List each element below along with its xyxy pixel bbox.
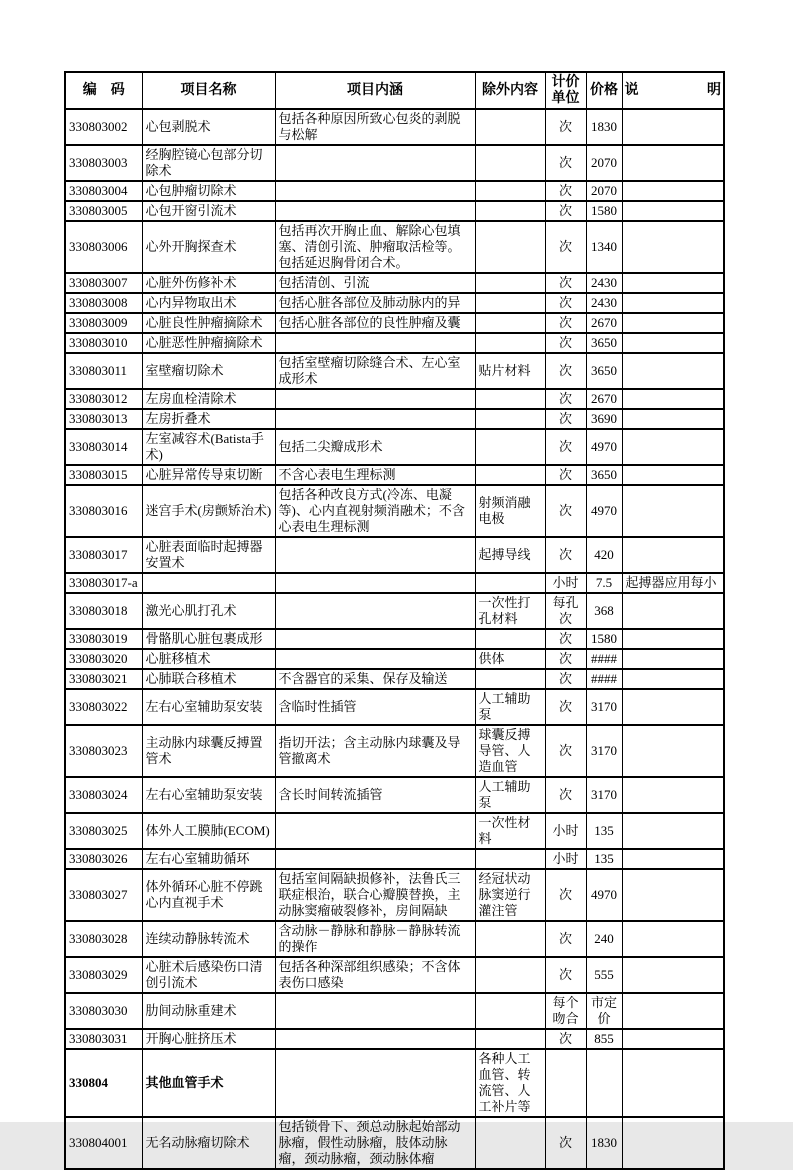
cell-excluded: 球囊反搏导管、人造血管 [475,725,545,777]
cell-note [622,389,724,409]
fee-table-body [65,109,724,1169]
table-row [65,389,724,409]
cell-unit: 次 [545,429,586,465]
cell-content [275,629,475,649]
cell-unit: 每孔次 [545,593,586,629]
cell-code: 330803013 [65,409,142,429]
cell-content: 包括清创、引流 [275,273,475,293]
cell-content: 含长时间转流插管 [275,777,475,813]
cell-note [622,429,724,465]
cell-content [275,1049,475,1117]
cell-content: 包括锁骨下、颈总动脉起始部动脉瘤，假性动脉瘤，肢体动脉瘤，颈动脉瘤，颈动脉体瘤 [275,1117,475,1169]
cell-price: 1340 [586,221,622,273]
cell-excluded [475,465,545,485]
table-row [65,957,724,993]
cell-name: 心脏外伤修补术 [142,273,275,293]
cell-content [275,649,475,669]
table-row [65,993,724,1029]
cell-price: 555 [586,957,622,993]
cell-excluded [475,273,545,293]
cell-unit: 次 [545,689,586,725]
header-unit: 计价单位 [545,72,586,109]
cell-unit: 次 [545,777,586,813]
cell-name: 心脏良性肿瘤摘除术 [142,313,275,333]
header-row [65,72,724,109]
cell-unit [545,1049,586,1117]
cell-price: 855 [586,1029,622,1049]
cell-excluded [475,201,545,221]
cell-unit: 次 [545,485,586,537]
cell-content: 含动脉－静脉和静脉－静脉转流的操作 [275,921,475,957]
table-row [65,593,724,629]
cell-unit: 次 [545,221,586,273]
cell-price: 市定价 [586,993,622,1029]
cell-code: 330803006 [65,221,142,273]
table-row [65,921,724,957]
cell-price: 368 [586,593,622,629]
cell-excluded [475,1029,545,1049]
cell-content [275,813,475,849]
table-row [65,145,724,181]
cell-price: 420 [586,537,622,573]
cell-unit: 次 [545,1117,586,1169]
cell-content: 含临时性插管 [275,689,475,725]
table-row [65,649,724,669]
cell-unit: 每个吻合 [545,993,586,1029]
cell-note [622,869,724,921]
cell-content: 包括各种原因所致心包炎的剥脱与松解 [275,109,475,145]
cell-code: 330803020 [65,649,142,669]
table-row [65,429,724,465]
cell-note [622,537,724,573]
cell-name: 左右心室辅助泵安装 [142,777,275,813]
cell-note [622,593,724,629]
cell-price: 240 [586,921,622,957]
table-row [65,813,724,849]
cell-excluded: 贴片材料 [475,353,545,389]
cell-note [622,465,724,485]
cell-code: 330804 [65,1049,142,1117]
cell-name: 开胸心脏挤压术 [142,1029,275,1049]
cell-code: 330803012 [65,389,142,409]
cell-content [275,849,475,869]
cell-code: 330803010 [65,333,142,353]
cell-content [275,145,475,181]
cell-note [622,109,724,145]
cell-note [622,649,724,669]
cell-excluded [475,993,545,1029]
cell-unit: 小时 [545,849,586,869]
cell-price: 2670 [586,313,622,333]
cell-unit: 次 [545,869,586,921]
cell-content [275,573,475,593]
cell-code: 330803029 [65,957,142,993]
cell-price: 3170 [586,725,622,777]
table-row [65,573,724,593]
cell-excluded [475,849,545,869]
cell-excluded [475,389,545,409]
cell-content: 包括心脏各部位的良性肿瘤及囊 [275,313,475,333]
cell-price: 3650 [586,465,622,485]
header-excluded: 除外内容 [475,72,545,109]
cell-excluded [475,669,545,689]
cell-excluded: 各种人工血管、转流管、人工补片等 [475,1049,545,1117]
cell-code: 330803005 [65,201,142,221]
cell-name: 肋间动脉重建术 [142,993,275,1029]
cell-price: 3170 [586,689,622,725]
cell-name: 左右心室辅助泵安装 [142,689,275,725]
cell-price: 1830 [586,1117,622,1169]
cell-code: 330803028 [65,921,142,957]
cell-content: 包括各种改良方式(冷冻、电凝等)、心内直视射频消融术；不含心表电生理标测 [275,485,475,537]
cell-note [622,485,724,537]
cell-note [622,333,724,353]
cell-name: 体外人工膜肺(ECOM) [142,813,275,849]
cell-content [275,201,475,221]
cell-name: 心脏表面临时起搏器安置术 [142,537,275,573]
cell-name: 无名动脉瘤切除术 [142,1117,275,1169]
cell-excluded [475,293,545,313]
cell-content: 包括心脏各部位及肺动脉内的异 [275,293,475,313]
cell-price: 135 [586,813,622,849]
cell-name: 室壁瘤切除术 [142,353,275,389]
cell-unit: 次 [545,669,586,689]
fee-schedule-table [64,71,725,1170]
cell-name: 心内异物取出术 [142,293,275,313]
cell-code: 330803030 [65,993,142,1029]
table-row [65,353,724,389]
cell-excluded [475,921,545,957]
table-row [65,1117,724,1169]
table-header [65,72,724,109]
cell-code: 330803004 [65,181,142,201]
cell-content [275,389,475,409]
cell-code: 330803021 [65,669,142,689]
cell-note [622,145,724,181]
cell-name: 心外开胸探查术 [142,221,275,273]
cell-note [622,993,724,1029]
cell-code: 330803008 [65,293,142,313]
cell-excluded: 起搏导线 [475,537,545,573]
cell-excluded [475,429,545,465]
cell-unit: 次 [545,465,586,485]
cell-code: 330803025 [65,813,142,849]
cell-code: 330803015 [65,465,142,485]
cell-excluded [475,313,545,333]
cell-excluded [475,221,545,273]
cell-unit: 次 [545,629,586,649]
cell-unit: 小时 [545,573,586,593]
cell-code: 330803003 [65,145,142,181]
cell-name: 心脏术后感染伤口清创引流术 [142,957,275,993]
cell-excluded [475,109,545,145]
cell-unit: 次 [545,389,586,409]
cell-name: 心脏移植术 [142,649,275,669]
cell-excluded [475,145,545,181]
cell-price: #### [586,649,622,669]
cell-name: 其他血管手术 [142,1049,275,1117]
table-row [65,725,724,777]
cell-unit: 次 [545,957,586,993]
cell-price: 4970 [586,485,622,537]
cell-note [622,689,724,725]
cell-code: 330803007 [65,273,142,293]
header-name: 项目名称 [142,72,275,109]
cell-content [275,333,475,353]
cell-price: 1580 [586,201,622,221]
cell-code: 330804001 [65,1117,142,1169]
table-row [65,293,724,313]
header-content: 项目内涵 [275,72,475,109]
cell-name: 心脏异常传导束切断 [142,465,275,485]
cell-note [622,725,724,777]
cell-price: 1580 [586,629,622,649]
cell-code: 330803016 [65,485,142,537]
cell-note [622,629,724,649]
cell-name [142,573,275,593]
cell-unit: 次 [545,273,586,293]
cell-excluded: 人工辅助泵 [475,777,545,813]
cell-excluded: 射频消融电极 [475,485,545,537]
table-row [65,849,724,869]
cell-name: 体外循环心脏不停跳心内直视手术 [142,869,275,921]
cell-code: 330803014 [65,429,142,465]
table-row [65,485,724,537]
cell-unit: 次 [545,333,586,353]
table-row [65,409,724,429]
cell-content: 包括各种深部组织感染；不含体表伤口感染 [275,957,475,993]
cell-note: 起搏器应用每小 [622,573,724,593]
cell-excluded: 经冠状动脉窦逆行灌注管 [475,869,545,921]
table-row [65,109,724,145]
cell-note [622,409,724,429]
cell-price: 2430 [586,293,622,313]
table-row [65,1029,724,1049]
table-row [65,537,724,573]
table-row [65,273,724,293]
cell-unit: 次 [545,649,586,669]
cell-price: 3650 [586,333,622,353]
cell-unit: 次 [545,181,586,201]
cell-price: 4970 [586,869,622,921]
cell-code: 330803011 [65,353,142,389]
cell-content [275,993,475,1029]
cell-note [622,353,724,389]
cell-name: 心脏恶性肿瘤摘除术 [142,333,275,353]
cell-content: 包括再次开胸止血、解除心包填塞、清创引流、肿瘤取活检等。包括延迟胸骨闭合术。 [275,221,475,273]
cell-note [622,1049,724,1117]
table-row [65,629,724,649]
table-row [65,869,724,921]
table-row [65,1049,724,1117]
cell-note [622,1029,724,1049]
cell-content [275,537,475,573]
cell-unit: 次 [545,353,586,389]
cell-name: 骨骼肌心脏包裹成形 [142,629,275,649]
cell-code: 330803017-a [65,573,142,593]
cell-excluded [475,181,545,201]
header-code: 编 码 [65,72,142,109]
cell-unit: 次 [545,109,586,145]
table-row [65,221,724,273]
cell-name: 连续动静脉转流术 [142,921,275,957]
cell-price: 2070 [586,145,622,181]
cell-note [622,201,724,221]
cell-content: 指切开法；含主动脉内球囊及导管撤离术 [275,725,475,777]
cell-price: 3170 [586,777,622,813]
cell-content: 包括室壁瘤切除缝合术、左心室成形术 [275,353,475,389]
cell-excluded: 供体 [475,649,545,669]
header-note: 说 明 [622,72,724,109]
cell-content: 不含器官的采集、保存及输送 [275,669,475,689]
cell-code: 330803022 [65,689,142,725]
cell-code: 330803019 [65,629,142,649]
cell-price: #### [586,669,622,689]
cell-price: 1830 [586,109,622,145]
cell-note [622,777,724,813]
cell-note [622,221,724,273]
cell-code: 330803009 [65,313,142,333]
cell-unit: 次 [545,201,586,221]
cell-name: 激光心肌打孔术 [142,593,275,629]
cell-content [275,409,475,429]
table-row [65,689,724,725]
table-row [65,669,724,689]
cell-note [622,181,724,201]
cell-name: 心包开窗引流术 [142,201,275,221]
cell-name: 迷宫手术(房颤矫治术) [142,485,275,537]
cell-content: 包括二尖瓣成形术 [275,429,475,465]
cell-note [622,669,724,689]
cell-price [586,1049,622,1117]
cell-price: 3650 [586,353,622,389]
cell-price: 4970 [586,429,622,465]
cell-unit: 次 [545,145,586,181]
cell-unit: 小时 [545,813,586,849]
cell-name: 左房折叠术 [142,409,275,429]
cell-code: 330803002 [65,109,142,145]
table-row [65,313,724,333]
cell-unit: 次 [545,293,586,313]
cell-excluded [475,333,545,353]
cell-name: 主动脉内球囊反搏置管术 [142,725,275,777]
cell-excluded [475,957,545,993]
cell-note [622,293,724,313]
cell-code: 330803031 [65,1029,142,1049]
cell-code: 330803017 [65,537,142,573]
cell-excluded [475,1117,545,1169]
table-row [65,181,724,201]
cell-name: 经胸腔镜心包部分切除术 [142,145,275,181]
cell-price: 2430 [586,273,622,293]
cell-note [622,957,724,993]
cell-note [622,1117,724,1169]
cell-content [275,181,475,201]
cell-unit: 次 [545,725,586,777]
cell-unit: 次 [545,1029,586,1049]
cell-name: 心包剥脱术 [142,109,275,145]
cell-code: 330803024 [65,777,142,813]
cell-excluded: 一次性打孔材料 [475,593,545,629]
cell-unit: 次 [545,313,586,333]
cell-name: 心包肿瘤切除术 [142,181,275,201]
cell-content [275,1029,475,1049]
cell-price: 7.5 [586,573,622,593]
cell-note [622,813,724,849]
cell-price: 2670 [586,389,622,409]
cell-note [622,273,724,293]
cell-code: 330803027 [65,869,142,921]
cell-note [622,921,724,957]
cell-name: 心肺联合移植术 [142,669,275,689]
cell-content: 包括室间隔缺损修补，法鲁氏三联症根治，联合心瓣膜替换，主动脉窦瘤破裂修补，房间隔缺 [275,869,475,921]
cell-unit: 次 [545,537,586,573]
table-row [65,777,724,813]
cell-name: 左右心室辅助循环 [142,849,275,869]
cell-excluded [475,629,545,649]
cell-excluded: 人工辅助泵 [475,689,545,725]
cell-content: 不含心表电生理标测 [275,465,475,485]
cell-name: 左房血栓清除术 [142,389,275,409]
cell-excluded [475,573,545,593]
cell-note [622,313,724,333]
cell-price: 135 [586,849,622,869]
cell-code: 330803023 [65,725,142,777]
table-row [65,465,724,485]
cell-unit: 次 [545,409,586,429]
table-row [65,333,724,353]
header-price: 价格 [586,72,622,109]
cell-price: 2070 [586,181,622,201]
cell-unit: 次 [545,921,586,957]
cell-name: 左室减容术(Batista手术) [142,429,275,465]
cell-excluded: 一次性材料 [475,813,545,849]
cell-note [622,849,724,869]
cell-price: 3690 [586,409,622,429]
cell-excluded [475,409,545,429]
cell-code: 330803018 [65,593,142,629]
cell-code: 330803026 [65,849,142,869]
cell-content [275,593,475,629]
table-row [65,201,724,221]
